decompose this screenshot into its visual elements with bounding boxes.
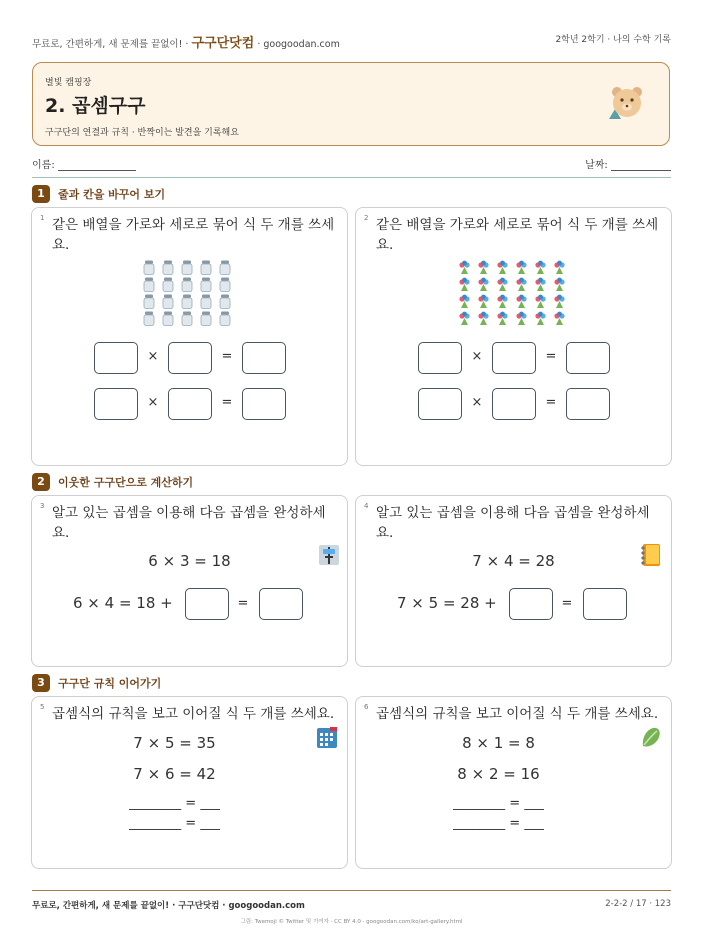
bear-icon (607, 83, 647, 123)
grade-info: 2학년 2학기 · 나의 수학 기록 (555, 35, 671, 45)
bouquet-icon (476, 311, 495, 328)
answer-box[interactable] (94, 342, 138, 374)
section-number: 2 (32, 473, 50, 491)
section-number: 3 (32, 674, 50, 692)
salt-shaker-icon (143, 294, 162, 311)
equals-sign: = (545, 349, 557, 364)
equals-sign: = (221, 349, 233, 364)
blank-equation-line[interactable]: ________ = ___ (453, 796, 544, 811)
problem-text: 곱셈식의 규칙을 보고 이어질 식 두 개를 쓰세요. (52, 706, 335, 722)
salt-shaker-icon (162, 260, 181, 277)
problem-card-4 (355, 495, 672, 667)
name-field[interactable] (32, 156, 136, 171)
section-1-header (32, 185, 165, 205)
salt-shaker-icon (219, 260, 238, 277)
answer-box[interactable] (185, 588, 229, 620)
divider (32, 177, 671, 178)
problem-text: 알고 있는 곱셈을 이용해 다음 곱셈을 완성하세요. (376, 505, 650, 541)
equals-sign: = (545, 395, 557, 410)
bouquet-icon (476, 294, 495, 311)
answer-box[interactable] (418, 342, 462, 374)
salt-shaker-icon (181, 294, 200, 311)
problem-card-2 (355, 207, 672, 466)
section-title: 구구단 규칙 이어가기 (58, 677, 162, 690)
section-title: 이웃한 구구단으로 계산하기 (58, 476, 194, 489)
bouquet-icon (552, 260, 571, 277)
bouquet-icon (514, 277, 533, 294)
pattern-equation: 8 × 2 = 16 (457, 765, 540, 783)
problem-number: 6 (364, 703, 369, 711)
site-tagline (32, 32, 340, 51)
bouquet-icon (495, 311, 514, 328)
times-sign: × (147, 395, 159, 410)
problem-text: 알고 있는 곱셈을 이용해 다음 곱셈을 완성하세요. (52, 505, 326, 541)
pattern-equation: 7 × 5 = 35 (133, 734, 216, 752)
image-credit: 그림: Twemoji © Twitter 및 기여자 · CC BY 4.0 · googoodan.com/ko/art-gallery.html (240, 919, 463, 925)
salt-shaker-icon (219, 277, 238, 294)
section-number: 1 (32, 185, 50, 203)
pattern-equation: 7 × 6 = 42 (133, 765, 216, 783)
bouquet-icon (552, 277, 571, 294)
salt-shaker-icon (200, 294, 219, 311)
bouquet-icon (533, 294, 552, 311)
bouquet-icon (495, 294, 514, 311)
problem-card-3 (31, 495, 348, 667)
salt-shaker-icon (162, 294, 181, 311)
blank-equation-line[interactable]: ________ = ___ (129, 796, 220, 811)
answer-box[interactable] (566, 388, 610, 420)
answer-box[interactable] (509, 588, 553, 620)
salt-shaker-icon (181, 311, 200, 328)
problem-text: 같은 배열을 가로와 세로로 묶어 식 두 개를 쓰세요. (52, 217, 335, 253)
answer-box[interactable] (418, 388, 462, 420)
times-sign: × (147, 349, 159, 364)
problem-card-5 (31, 696, 348, 869)
salt-shaker-icon (162, 277, 181, 294)
bouquet-icon (457, 277, 476, 294)
partial-equation: 7 × 5 = 28 + (397, 594, 497, 612)
partial-equation: 6 × 4 = 18 + (73, 594, 173, 612)
bouquet-icon (533, 260, 552, 277)
bouquet-icon (514, 311, 533, 328)
blank-equation-line[interactable]: ________ = ___ (129, 816, 220, 831)
date-line[interactable] (611, 159, 671, 171)
answer-box[interactable] (259, 588, 303, 620)
section-3-header (32, 674, 161, 694)
answer-box[interactable] (583, 588, 627, 620)
answer-box[interactable] (566, 342, 610, 374)
name-label: 이름: (32, 160, 55, 171)
bouquet-icon (457, 311, 476, 328)
answer-box[interactable] (168, 342, 212, 374)
problem-number: 3 (40, 502, 45, 510)
bouquet-icon (552, 294, 571, 311)
answer-box[interactable] (94, 388, 138, 420)
page-code: 2-2-2 / 17 · 123 (605, 899, 671, 909)
times-sign: × (471, 349, 483, 364)
bouquet-icon (533, 277, 552, 294)
problem-number: 1 (40, 214, 45, 222)
site-url: · googoodan.com (257, 39, 340, 50)
footer-divider (32, 890, 671, 891)
bouquet-icon (476, 260, 495, 277)
blank-equation-line[interactable]: ________ = ___ (453, 816, 544, 831)
problem-card-6 (355, 696, 672, 869)
bouquet-icon (533, 311, 552, 328)
date-label: 날짜: (585, 160, 608, 171)
bouquet-icon (476, 277, 495, 294)
footer-tagline: 무료로, 간편하게, 새 문제를 끝없이! · 구구단닷컴 · googoodan.com (32, 901, 305, 911)
answer-box[interactable] (242, 388, 286, 420)
pattern-equation: 8 × 1 = 8 (462, 734, 535, 752)
page-title: 2. 곱셈구구 (45, 95, 146, 117)
salt-shaker-icon (219, 294, 238, 311)
problem-card-1 (31, 207, 348, 466)
section-2-header (32, 473, 193, 493)
problem-number: 5 (40, 703, 45, 711)
salt-shaker-icon (143, 260, 162, 277)
brand-name: 구구단닷컴 (191, 36, 255, 51)
section-title: 줄과 칸을 바꾸어 보기 (58, 188, 166, 201)
bouquet-array (457, 260, 571, 328)
footer (32, 899, 671, 913)
problem-text: 같은 배열을 가로와 세로로 묶어 식 두 개를 쓰세요. (376, 217, 659, 253)
bouquet-icon (552, 311, 571, 328)
salt-shaker-icon (200, 311, 219, 328)
bouquet-icon (495, 260, 514, 277)
date-field[interactable] (585, 156, 671, 171)
known-equation: 6 × 3 = 18 (148, 552, 231, 570)
salt-shaker-icon (181, 260, 200, 277)
bouquet-icon (514, 294, 533, 311)
salt-shaker-icon (219, 311, 238, 328)
tagline-text: 무료로, 간편하게, 새 문제를 끝없이! · (32, 39, 189, 50)
top-bar (32, 30, 671, 50)
equals-sign: = (561, 596, 573, 611)
known-equation: 7 × 4 = 28 (472, 552, 555, 570)
answer-box[interactable] (242, 342, 286, 374)
bouquet-icon (457, 260, 476, 277)
salt-shaker-array (143, 260, 238, 328)
salt-shaker-icon (143, 277, 162, 294)
problem-number: 2 (364, 214, 369, 222)
salt-shaker-icon (200, 260, 219, 277)
salt-shaker-icon (143, 311, 162, 328)
equals-sign: = (221, 395, 233, 410)
problem-number: 4 (364, 502, 369, 510)
salt-shaker-icon (200, 277, 219, 294)
answer-box[interactable] (168, 388, 212, 420)
answer-box[interactable] (492, 342, 536, 374)
banner-description: 구구단의 연결과 규칙 · 반짝이는 발견을 기록해요 (45, 128, 239, 138)
equals-sign: = (237, 596, 249, 611)
bouquet-icon (514, 260, 533, 277)
name-line[interactable] (58, 159, 136, 171)
title-banner (32, 62, 670, 146)
salt-shaker-icon (162, 311, 181, 328)
problem-text: 곱셈식의 규칙을 보고 이어질 식 두 개를 쓰세요. (376, 706, 659, 722)
times-sign: × (471, 395, 483, 410)
bouquet-icon (495, 277, 514, 294)
bouquet-icon (457, 294, 476, 311)
name-date-row (32, 156, 671, 176)
salt-shaker-icon (181, 277, 200, 294)
answer-box[interactable] (492, 388, 536, 420)
banner-subtitle: 별빛 캠핑장 (45, 78, 92, 88)
